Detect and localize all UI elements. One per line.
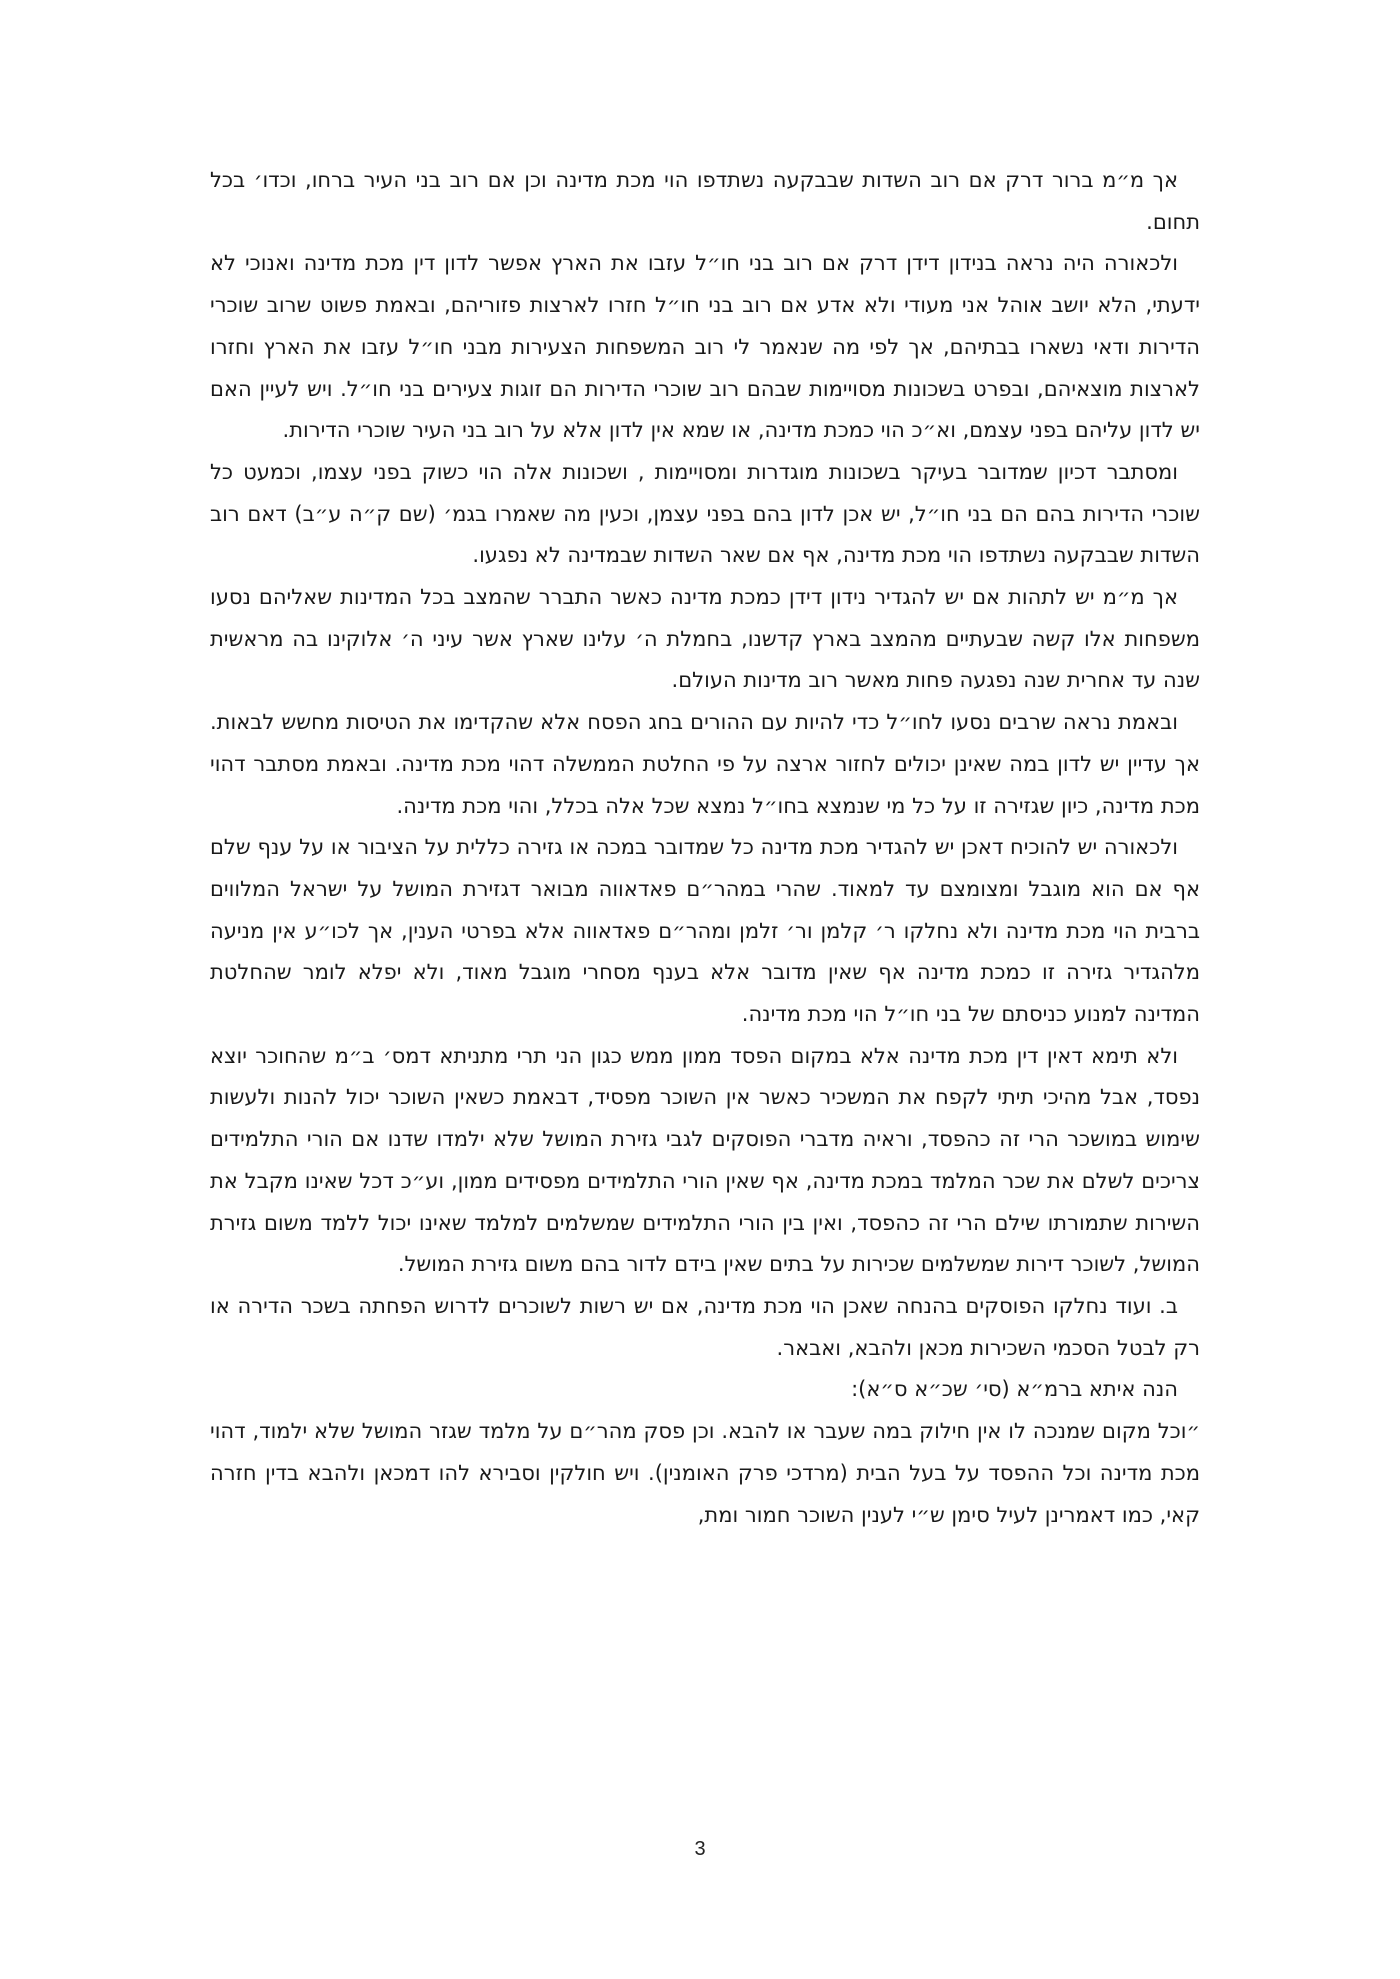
- document-page: [210, 160, 1200, 1536]
- paragraph-1: אך מ״מ ברור דרק אם רוב השדות שבבקעה נשתדפו הוי מכת מדינה וכן אם רוב בני העיר ברחו, וכדו׳ בכל תחום.: [210, 168, 1200, 234]
- paragraph-7: ולא תימא דאין דין מכת מדינה אלא במקום הפסד ממון ממש כגון הני תרי מתניתא דמס׳ ב״מ שהחוכר יוצא נפסד, אבל מהיכי תיתי לקפח את המשכיר כאשר אין השוכר מפסיד, דבאמת כשאין השוכר יכול להנות ולעשות שימוש במושכר הרי זה כהפסד, וראיה מדברי הפוסקים לגבי גזירת המושל שלא ילמדו שדנו אם הורי התלמידים צריכים לשלם את שכר המלמד במכת מדינה, אף שאין הורי התלמידים מפסידים ממון, וע״כ דכל שאינו מקבל את השירות שתמורתו שילם הרי זה כהפסד, ואין בין הורי התלמידים שמשלמים למלמד שאינו יכול ללמד משום גזירת המושל, לשוכר דירות שמשלמים שכירות על בתים שאין בידם לדור בהם משום גזירת המושל.: [210, 1043, 1200, 1277]
- paragraph-6: ולכאורה יש להוכיח דאכן יש להגדיר מכת מדינה כל שמדובר במכה או גזירה כללית על הציבור או על ענף שלם אף אם הוא מוגבל ומצומצם עד למאוד. שהרי במהר״ם פאדאווה מבואר דגזירת המושל על ישראל המלווים ברבית הוי מכת מדינה ולא נחלקו ר׳ קלמן ור׳ זלמן ומהר״ם פאדאווה אלא בפרטי הענין, אך לכו״ע אין מניעה מלהגדיר גזירה זו כמכת מדינה אף שאין מדובר אלא בענף מסחרי מוגבל מאוד, ולא יפלא לומר שהחלטת המדינה למנוע כניסתם של בני חו״ל הוי מכת מדינה.: [210, 835, 1200, 1027]
- section-b-paragraph: ב. ועוד נחלקו הפוסקים בהנחה שאכן הוי מכת מדינה, אם יש רשות לשוכרים לדרוש הפחתה בשכר הדירה או רק לבטל הסכמי השכירות מכאן ולהבא, ואבאר.: [210, 1293, 1200, 1360]
- paragraph-3: ומסתבר דכיון שמדובר בעיקר בשכונות מוגדרות ומסויימות , ושכונות אלה הוי כשוק בפני עצמו, וכמעט כל שוכרי הדירות בהם הם בני חו״ל, יש אכן לדון בהם בפני עצמן, וכעין מה שאמרו בגמ׳ (שם ק״ה ע״ב) דאם רוב השדות שבבקעה נשתדפו הוי מכת מדינה, אף אם שאר השדות שבמדינה לא נפגעו.: [210, 459, 1200, 568]
- page-number: 3: [694, 1838, 706, 1860]
- paragraph-4: אך מ״מ יש לתהות אם יש להגדיר נידון דידן כמכת מדינה כאשר התברר שהמצב בכל המדינות שאליהם נסעו משפחות אלו קשה שבעתיים מהמצב בארץ קדשנו, בחמלת ה׳ עלינו שארץ אשר עיני ה׳ אלוקינו בה מראשית שנה עד אחרית שנה נפגעה פחות מאשר רוב מדינות העולם.: [210, 585, 1200, 693]
- rema-quote: ״וכל מקום שמנכה לו אין חילוק במה שעבר או להבא. וכן פסק מהר״ם על מלמד שגזר המושל שלא ילמוד, דהוי מכת מדינה וכל ההפסד על בעל הבית (מרדכי פרק האומנין). ויש חולקין וסבירא להו דמכאן ולהבא בדין חזרה קאי, כמו דאמרינן לעיל סימן ש״י לענין השוכר חמור ומת,: [210, 1419, 1200, 1527]
- paragraph-5: ובאמת נראה שרבים נסעו לחו״ל כדי להיות עם ההורים בחג הפסח אלא שהקדימו את הטיסות מחשש לבאות. אך עדיין יש לדון במה שאינן יכולים לחזור ארצה על פי החלטת הממשלה דהוי מכת מדינה. ובאמת מסתבר דהוי מכת מדינה, כיון שגזירה זו על כל מי שנמצא בחו״ל נמצא שכל אלה בכלל, והוי מכת מדינה.: [210, 710, 1200, 818]
- paragraph-2: ולכאורה היה נראה בנידון דידן דרק אם רוב בני חו״ל עזבו את הארץ אפשר לדון דין מכת מדינה ואנוכי לא ידעתי, הלא יושב אוהל אני מעודי ולא אדע אם רוב בני חו״ל חזרו לארצות פזוריהם, ובאמת פשוט שרוב שוכרי הדירות ודאי נשארו בבתיהם, אך לפי מה שנאמר לי רוב המשפחות הצעירות מבני חו״ל עזבו את הארץ וחזרו לארצות מוצאיהם, ובפרט בשכונות מסויימות שבהם רוב שוכרי הדירות הם זוגות צעירים בני חו״ל. ויש לעיין האם יש לדון עליהם בפני עצמם, וא״כ הוי כמכת מדינה, או שמא אין לדון אלא על רוב בני העיר שוכרי הדירות.: [210, 251, 1200, 443]
- citation-intro: הנה איתא ברמ״א (סי׳ שכ״א ס״א):: [851, 1377, 1178, 1402]
